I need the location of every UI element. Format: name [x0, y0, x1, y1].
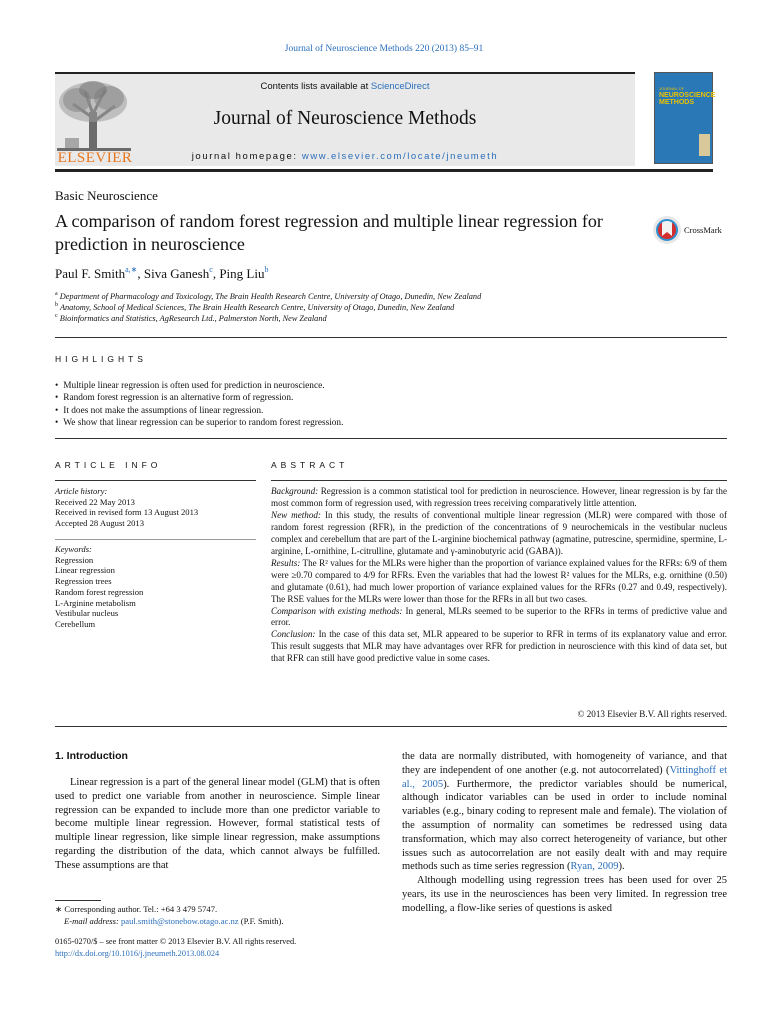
intro-text: ). — [618, 861, 625, 873]
revised-date: Received in revised form 13 August 2013 — [55, 507, 199, 518]
email-link[interactable]: paul.smith@stonebow.otago.ac.nz — [120, 915, 239, 926]
email-label: E-mail address: — [64, 915, 121, 926]
comparison-label: Comparison with existing methods: — [271, 605, 403, 616]
abstract-heading: ABSTRACT — [271, 460, 349, 470]
affiliation-key: a — [55, 291, 58, 297]
affiliation-text: Department of Pharmacology and Toxicology, The Brain Health Research Centre, University of Otago, Dunedin, New Zealand — [59, 291, 482, 301]
keyword: Linear regression — [55, 565, 115, 576]
elsevier-tree-logo-icon — [55, 78, 133, 152]
elsevier-wordmark: ELSEVIER — [57, 150, 133, 166]
conclusion-label: Conclusion: — [271, 629, 316, 640]
homepage-link[interactable]: www.elsevier.com/locate/jneumeth — [301, 151, 499, 162]
sciencedirect-link[interactable]: ScienceDirect — [370, 81, 430, 92]
affiliation-text: Anatomy, School of Medical Sciences, The Brain Health Research Centre, University of Otago, Dunedin, New Zealand — [59, 302, 455, 312]
keyword: Cerebellum — [55, 618, 96, 629]
keywords-block — [55, 544, 256, 630]
intro-paragraph: Although modelling using regression trees has been used for over 25 years, its use in the neurosciences has been very limited. In regression tree modelling, a flow-like series of questions is asked — [402, 875, 727, 914]
highlight-item: • Random forest regression is an alternative form of regression. — [55, 392, 727, 404]
highlight-item: • Multiple linear regression is often used for prediction in neuroscience. — [55, 380, 727, 392]
background-label: Background: — [271, 486, 319, 496]
keyword: Regression trees — [55, 576, 112, 587]
abstract-results — [271, 558, 727, 606]
results-text: The R² values for the MLRs were higher than the proportion of variance explained values for the RFRs: 6/9 of them were ≥0.70 compared to 4/9 for RFRs. Even the variables that had the lowest R² values for the MLRs, e.g. ornithine (0.50) and glutamate (0.61), had much lower proportion of variance explained values for the RFRs (0.27 and 0.49, respectively). The RSE values for the MLRs were lower than those for the RFRs in all but two cases. — [271, 557, 727, 604]
affiliation — [55, 313, 327, 323]
abstract-text — [271, 486, 727, 665]
new-method-label: New method: — [271, 509, 321, 520]
keyword: L-Arginine metabolism — [55, 597, 136, 608]
introduction-heading: 1. Introduction — [55, 750, 128, 762]
footnote-rule — [55, 900, 101, 901]
article-title: A comparison of random forest regression and multiple linear regression for prediction in neuroscience — [55, 211, 603, 254]
intro-text: ). Furthermore, the predictor variables should be numerical, although indicator variables can be used in order to include nominal variables (e.g., binary coding to represent male and female). The violation of the assumption of normality can sometimes be redressed using data transformation, which may also correct heterogeneity of variance, but other issues such as autocorrelation are not easily dealt with and may require methods such as time series regression ( — [402, 778, 728, 873]
masthead-top-rule — [55, 72, 635, 74]
reference-link[interactable]: Ryan, 2009 — [570, 861, 619, 873]
divider — [55, 539, 256, 540]
reference-link[interactable]: Vittinghoff et al., 2005 — [402, 764, 727, 790]
history-label: Article history: — [55, 486, 108, 496]
affiliation-key: c — [55, 313, 58, 319]
divider — [271, 480, 727, 481]
results-label: Results: — [271, 557, 301, 568]
divider — [55, 726, 727, 727]
intro-text: the data are normally distributed, with homogeneity of variance, and that they are independent of one another (e.g. not autocorrelated) ( — [402, 751, 727, 776]
author-name: Paul F. Smith — [55, 266, 126, 281]
highlights-heading: HIGHLIGHTS — [55, 354, 147, 364]
intro-paragraph — [402, 750, 727, 874]
journal-title: Journal of Neuroscience Methods — [213, 108, 477, 129]
keyword: Regression — [55, 554, 94, 565]
issn-line: 0165-0270/$ – see front matter © 2013 Elsevier B.V. All rights reserved. — [55, 937, 297, 946]
abstract-background — [271, 486, 727, 510]
corresponding-author: ∗ Corresponding author. Tel.: +64 3 479 5747. — [55, 904, 218, 914]
publication-info — [55, 936, 385, 959]
accepted-date: Accepted 28 August 2013 — [55, 518, 145, 529]
highlights-list — [55, 380, 727, 429]
cover-journal-of: JOURNAL OF — [659, 86, 685, 91]
author-affiliation-mark[interactable]: b — [264, 265, 269, 274]
comparison-text: In general, MLRs seemed to be superior to the RFRs in terms of predictive value and error. — [271, 605, 727, 628]
conclusion-text: In the case of this data set, MLR appeared to be superior to RFR in terms of its explanatory value and error. This result suggests that MLR may have advantages over RFR for prediction in neuroscience with this kind of data set, but that RFR can still have good predictive value in some cases. — [271, 629, 727, 664]
abstract-comparison — [271, 606, 727, 630]
journal-homepage — [55, 151, 635, 162]
keyword: Vestibular nucleus — [55, 608, 119, 619]
divider — [55, 337, 727, 338]
affiliation-text: Bioinformatics and Statistics, AgResearch Ltd., Palmerston North, New Zealand — [59, 313, 327, 323]
keywords-label: Keywords: — [55, 544, 92, 554]
abstract-copyright: © 2013 Elsevier B.V. All rights reserved. — [577, 709, 727, 719]
highlight-item: • We show that linear regression can be superior to random forest regression. — [55, 417, 727, 429]
article-section: Basic Neuroscience — [55, 188, 158, 203]
abstract-conclusion — [271, 629, 727, 665]
email-suffix: (P.F. Smith). — [238, 915, 284, 926]
contents-prefix: Contents lists available at — [260, 81, 371, 92]
article-info-heading: ARTICLE INFO — [55, 460, 162, 470]
crossmark-icon[interactable] — [652, 215, 682, 245]
author-affiliation-mark[interactable]: a,∗ — [125, 265, 138, 274]
author-affiliation-mark[interactable]: c — [209, 265, 213, 274]
received-date: Received 22 May 2013 — [55, 496, 135, 507]
affiliation-key: b — [55, 302, 58, 308]
intro-column-left — [55, 776, 380, 873]
corresponding-author-footnote — [55, 904, 385, 927]
intro-paragraph: Linear regression is a part of the general linear model (GLM) that is often used to predict one variable from another in neuroscience. Simple linear regression can be expanded to include more than one predictor variable to become multiple linear regression. However, formal statistical tests of multiple linear regression, like simple linear regression, make assumptions regarding the distribution of the data, which cannot always be fulfilled. These assumptions are that — [55, 777, 380, 871]
contents-line — [55, 81, 635, 92]
article-history — [55, 486, 256, 529]
divider — [55, 480, 256, 481]
cover-image-block — [699, 134, 710, 156]
highlight-item: • It does not make the assumptions of linear regression. — [55, 405, 727, 417]
affiliation — [55, 291, 481, 301]
doi-link[interactable]: http://dx.doi.org/10.1016/j.jneumeth.2013.08.024 — [55, 948, 220, 958]
crossmark-label[interactable]: CrossMark — [684, 225, 722, 235]
new-method-text: In this study, the results of conventional multiple linear regression (MLR) were compared with those of random forest regression (RFR), in the prediction of the concentrations of 9 neurochemicals in the vestibular nucleus complex and cerebellum that are part of the L-arginine biochemical pathway (agmatine, putrescine, spermidine, spermine, L-arginine, L-ornithine, L-citrulline, glutamate and γ-aminobutyric acid (GABA)). — [271, 509, 727, 556]
journal-citation[interactable]: Journal of Neuroscience Methods 220 (2013) 85–91 — [284, 44, 484, 54]
homepage-label: journal homepage: — [191, 151, 302, 162]
cover-journal-name: NEUROSCIENCE METHODS — [659, 92, 716, 106]
affiliation — [55, 302, 454, 312]
masthead-bottom-rule — [55, 169, 713, 172]
author-name: Siva Ganesh — [143, 266, 210, 281]
intro-column-right — [402, 750, 727, 916]
author-list: Paul F. Smith$^{a,∗}$, Siva Ganesh$^c$, Ping Liu$^b$ — [55, 265, 269, 281]
divider — [55, 438, 727, 439]
background-text: Regression is a common statistical tool for prediction in neuroscience. However, linear regression is by far the most common form of regression used, with regression trees receiving comparatively little attention. — [271, 486, 727, 508]
keyword: Random forest regression — [55, 586, 144, 597]
abstract-new-method — [271, 510, 727, 558]
author-name: Ping Liu — [219, 266, 265, 281]
